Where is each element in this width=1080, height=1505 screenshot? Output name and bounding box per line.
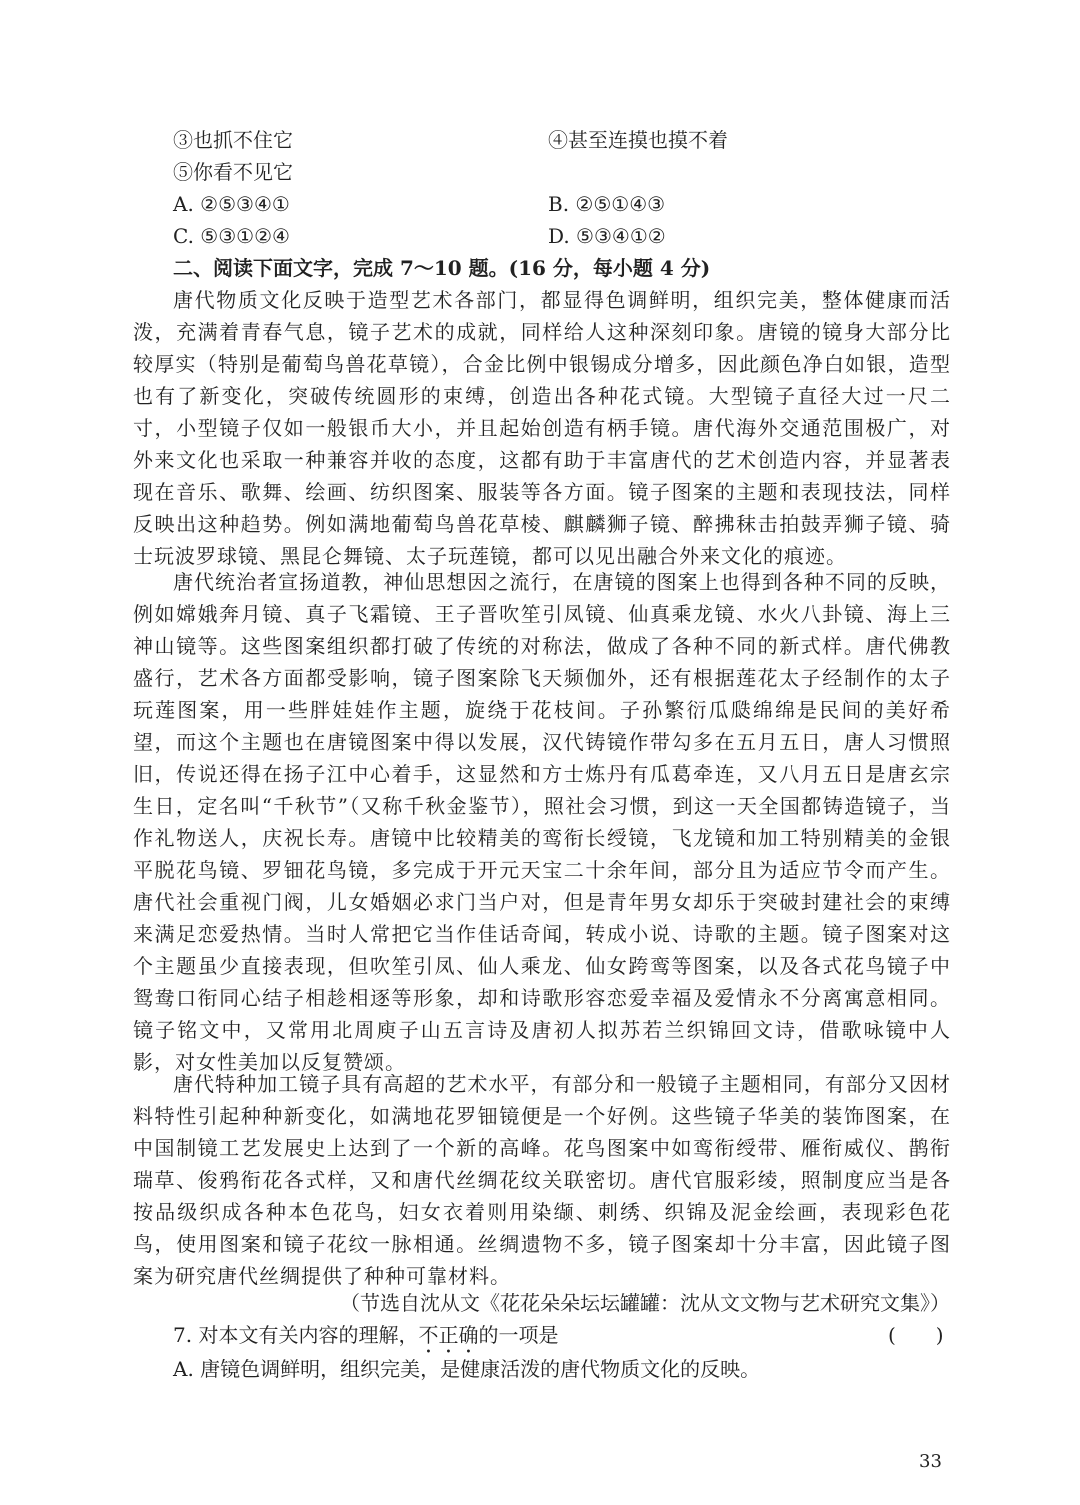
paragraph-2: 唐代统治者宣扬道教，神仙思想因之流行，在唐镜的图案上也得到各种不同的反映，例如嫦娥奔月镜、真子飞霜镜、王子晋吹笙引凤镜、仙真乘龙镜、水火八卦镜、海上三神山镜等。这些图案组织都打破了传统的对称法，做成了各种不同的新式样。唐代佛教盛行，艺术各方面都受影响，镜子图案除飞天频伽外，还有根据莲花太子经制作的太子玩莲图案，用一些胖娃娃作主题，旋绕于花枝间。子孙繁衍瓜瓞绵绵是民间的美好希望，而这个主题也在唐镜图案中得以发展，汉代铸镜作带勾多在五月五日，唐人习惯照旧，传说还得在扬子江中心着手，这显然和方士炼丹有瓜葛牵连，又八月五日是唐玄宗生日，定名叫“千秋节”（又称千秋金鉴节），照社会习惯，到这一天全国都铸造镜子，当作礼物送人，庆祝长寿。唐镜中比较精美的鸾衔长绶镜，飞龙镜和加工特别精美的金银平脱花鸟镜、罗钿花鸟镜，多完成于开元天宝二十余年间，部分且为适应节令而产生。唐代社会重视门阀，儿女婚姻必求门当户对，但是青年男女却乐于突破封建社会的束缚来满足恋爱热情。当时人常把它当作佳话奇闻，转成小说、诗歌的主题。镜子图案对这个主题虽少直接表现，但吹笙引凤、仙人乘龙、仙女跨鸾等图案，以及各式花鸟镜子中鸳鸯口衔同心结子相趁相逐等形象，却和诗歌形容恋爱幸福及爱情永不分离寓意相同。镜子铭文中，又常用北周庾子山五言诗及唐初人拟苏若兰织锦回文诗，借歌咏镜中人影，对女性美加以反复赞颂。 [133, 570, 951, 1074]
option-item-3: ③也抓不住它 [173, 128, 293, 152]
question-7-emphasis: 不正确 [418, 1323, 479, 1347]
option-item-5: ⑤你看不见它 [173, 160, 293, 184]
answer-blank: ( ) [888, 1323, 944, 1347]
paragraph-3: 唐代特种加工镜子具有高超的艺术水平，有部分和一般镜子主题相同，有部分又因材料特性引起种种新变化，如满地花罗钿镜便是一个好例。这些镜子华美的装饰图案，在中国制镜工艺发展史上达到了一个新的高峰。花鸟图案中如鸾衔绶带、雁衔威仪、鹊衔瑞草、俊鸦衔花各式样，又和唐代丝绸花纹关联密切。唐代官服彩绫，照制度应当是各按品级织成各种本色花鸟，妇女衣着则用染缬、刺绣、织锦及泥金绘画，表现彩色花鸟，使用图案和镜子花纹一脉相通。丝绸遗物不多，镜子图案却十分丰富，因此镜子图案为研究唐代丝绸提供了种种可靠材料。 [133, 1072, 951, 1288]
choice-d: D. ⑤③④①② [548, 224, 666, 248]
choice-a: A. ②⑤③④① [173, 192, 290, 216]
option-item-4: ④甚至连摸也摸不着 [548, 128, 728, 152]
paragraph-1: 唐代物质文化反映于造型艺术各部门，都显得色调鲜明，组织完美，整体健康而活泼，充满着青春气息，镜子艺术的成就，同样给人这种深刻印象。唐镜的镜身大部分比较厚实（特别是葡萄鸟兽花草镜），合金比例中银锡成分增多，因此颜色净白如银，造型也有了新变化，突破传统圆形的束缚，创造出各种花式镜。大型镜子直径大过一尺二寸，小型镜子仅如一般银币大小，并且起始创造有柄手镜。唐代海外交通范围极广，对外来文化也采取一种兼容并收的态度，这都有助于丰富唐代的艺术创造内容，并显著表现在音乐、歌舞、绘画、纺织图案、服装等各方面。镜子图案的主题和表现技法，同样反映出这种趋势。例如满地葡萄鸟兽花草棱、麒麟狮子镜、醉拂秣击拍鼓弄狮子镜、骑士玩波罗球镜、黑昆仑舞镜、太子玩莲镜，都可以见出融合外来文化的痕迹。 [133, 288, 951, 568]
question-7-suffix: 的一项是 [478, 1323, 559, 1347]
source-citation: （节选自沈从文《花花朵朵坛坛罐罐：沈从文文物与艺术研究文集》） [340, 1291, 950, 1315]
question-7-prefix: 7. 对本文有关内容的理解， [173, 1323, 419, 1347]
section-heading: 二、阅读下面文字，完成 7～10 题。(16 分，每小题 4 分) [173, 256, 711, 280]
choice-b: B. ②⑤①④③ [548, 192, 666, 216]
choice-c: C. ⑤③①②④ [173, 224, 290, 248]
page-number: 33 [919, 1451, 942, 1472]
question-7-option-a: A. 唐镜色调鲜明，组织完美，是健康活泼的唐代物质文化的反映。 [173, 1357, 761, 1381]
